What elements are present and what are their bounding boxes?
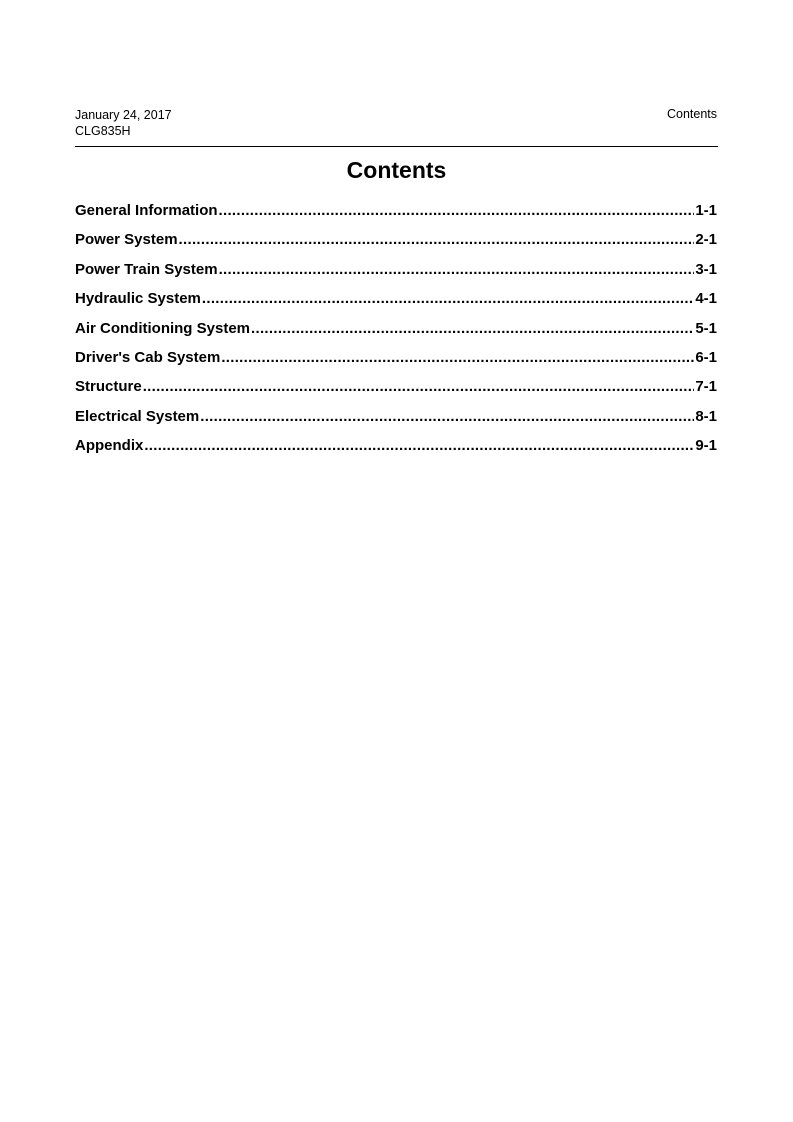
- toc-dot-leader: [251, 319, 694, 339]
- header-section: Contents: [666, 107, 717, 121]
- toc-entry-power-train-system[interactable]: [75, 260, 717, 289]
- header-model: CLG835H: [75, 124, 131, 138]
- toc-entry-label: Power Train System: [75, 260, 218, 278]
- toc-entry-page: 5-1: [695, 319, 717, 337]
- toc-entry-label: Electrical System: [75, 407, 200, 425]
- toc-entry-label: Structure: [75, 378, 142, 396]
- toc-entry-page: 1-1: [695, 202, 717, 219]
- toc-entry-hydraulic-system[interactable]: [75, 289, 717, 318]
- toc-dot-leader: [144, 436, 694, 456]
- toc-entry-page: 3-1: [695, 260, 717, 278]
- toc-entry-page: 4-1: [695, 290, 717, 308]
- toc-entry-appendix[interactable]: [75, 436, 717, 465]
- toc-entry-power-system[interactable]: [75, 230, 717, 259]
- toc-entry-electrical-system[interactable]: [75, 407, 717, 436]
- toc-entry-label: Driver's Cab System: [75, 348, 221, 366]
- header-left: [75, 107, 172, 139]
- toc-entry-structure[interactable]: [75, 377, 717, 406]
- toc-entry-page: 7-1: [695, 378, 717, 396]
- toc-entry-label: Hydraulic System: [75, 290, 201, 308]
- toc-entry-drivers-cab-system[interactable]: [75, 348, 717, 377]
- header-divider: [75, 146, 718, 147]
- toc-dot-leader: [179, 230, 695, 250]
- toc-entry-general-information[interactable]: [75, 201, 717, 230]
- toc-entry-page: 6-1: [695, 348, 717, 366]
- toc-dot-leader: [219, 201, 695, 221]
- toc-entry-page: 9-1: [695, 437, 717, 455]
- toc-dot-leader: [219, 260, 695, 280]
- header-date: January 24, 2017: [75, 108, 172, 122]
- toc-entry-page: 8-1: [695, 407, 717, 425]
- toc-dot-leader: [200, 407, 694, 427]
- page-title: Contents: [346, 157, 447, 183]
- toc-dot-leader: [143, 377, 695, 397]
- table-of-contents: [75, 201, 717, 466]
- toc-entry-air-conditioning-system[interactable]: [75, 319, 717, 348]
- toc-entry-label: Power System: [75, 231, 178, 249]
- toc-dot-leader: [202, 289, 694, 309]
- toc-dot-leader: [221, 348, 694, 368]
- toc-entry-label: Appendix: [75, 437, 144, 455]
- toc-entry-page: 2-1: [695, 231, 717, 249]
- toc-entry-label: General Information: [75, 202, 218, 219]
- toc-entry-label: Air Conditioning System: [75, 319, 251, 337]
